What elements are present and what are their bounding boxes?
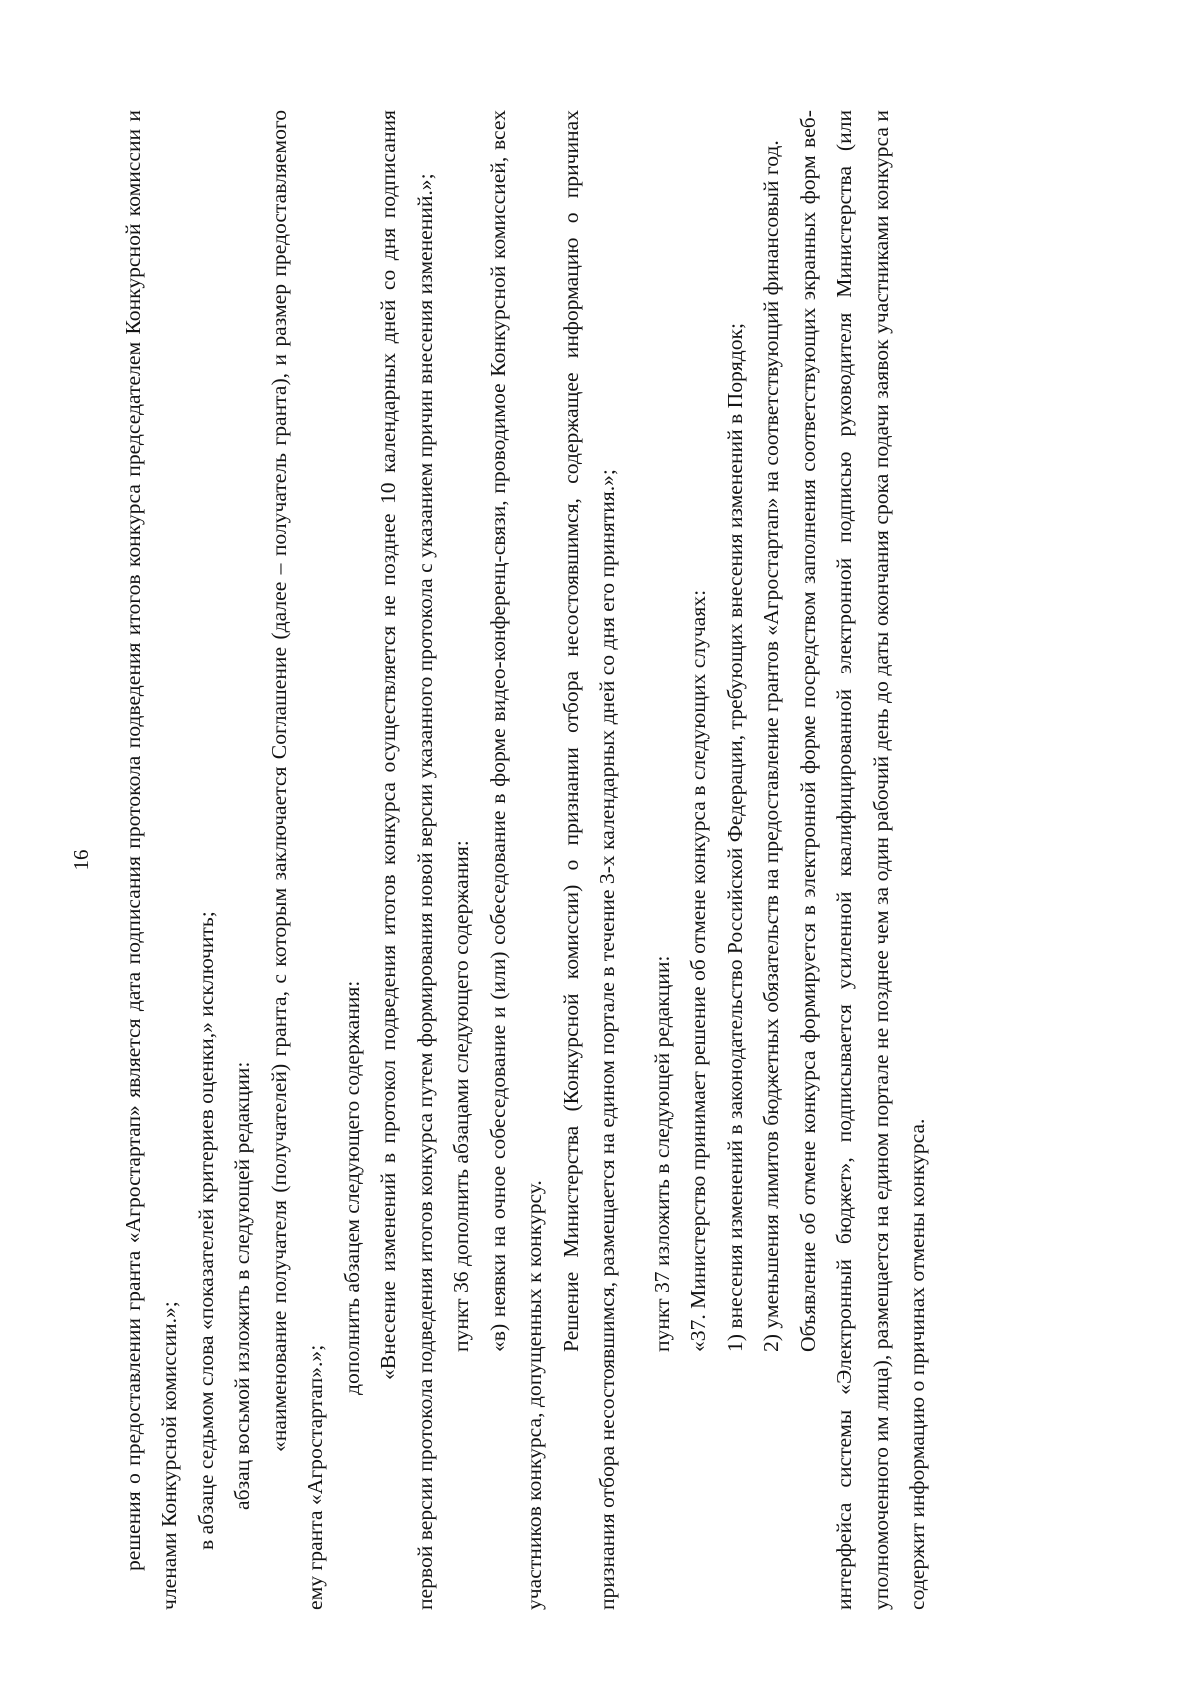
paragraph: «наименование получателя (получателей) гранта, с которым заключается Соглашение (далее – получатель гранта), и размер предоставляемого ему гранта «Агростартап».»; — [266, 110, 327, 1610]
paragraph: пункт 36 дополнить абзацами следующего содержания: — [449, 840, 473, 1352]
paragraph: в абзаце седьмом слова «показателей критериев оценки,» исключить; — [193, 911, 218, 1550]
document-body — [115, 110, 936, 1610]
paragraph: Решение Министерства (Конкурсной комиссии) о признании отбора несостоявшимся, содержащее информацию о причинах признания отбора несостоявшимся, размещается на едином портале в течение 3-х календарных дней со дня его принятия.»; — [558, 110, 619, 1610]
paragraph: пункт 37 изложить в следующей редакции: — [649, 955, 674, 1352]
paragraph: 2) уменьшения лимитов бюджетных обязательств на предоставление грантов «Агростартап» на соответствующий финансовый год. — [759, 140, 783, 1352]
paragraph: 1) внесения изменений в законодательство Российской Федерации, требующих внесения изменений в Порядок; — [722, 322, 747, 1352]
paragraph: абзац восьмой изложить в следующей редакции: — [230, 1061, 254, 1510]
paragraph: «в) неявки на очное собеседование и (или) собеседование в форме видео-конференц-связи, проводимое Конкурсной комиссией, всех участников конкурса, допущенных к конкурсу. — [485, 110, 546, 1610]
rotated-page-content — [69, 110, 1115, 1610]
paragraph: Объявление об отмене конкурса формируется в электронной форме посредством заполнения соответствующих экранных форм веб-интерфейса системы «Электронный бюджет», подписывается усиленной квалифицированной электронной подписью руководителя Министерства (или уполномоченного им лица), размещается на едином портале не позднее чем за один рабочий день до даты окончания срока подачи заявок участниками конкурса и содержит информацию о причинах отмены конкурса. — [795, 110, 929, 1610]
paragraph: «Внесение изменений в протокол подведения итогов конкурса осуществляется не позднее 10 календарных дней со дня подписания первой версии протокола подведения итогов конкурса путем формирования новой версии указанного протокола с указанием причин внесения изменений.»; — [376, 110, 437, 1610]
paragraph: дополнить абзацем следующего содержания: — [339, 980, 364, 1395]
paragraph: «37. Министерство принимает решение об отмене конкурса в следующих случаях: — [686, 589, 710, 1352]
paragraph: решения о предоставлении гранта «Агростартап» является дата подписания протокола подведения итогов конкурса председателем Конкурсной комиссии и членами Конкурсной комиссии.»; — [120, 110, 181, 1610]
page-number: 16 — [69, 849, 93, 871]
